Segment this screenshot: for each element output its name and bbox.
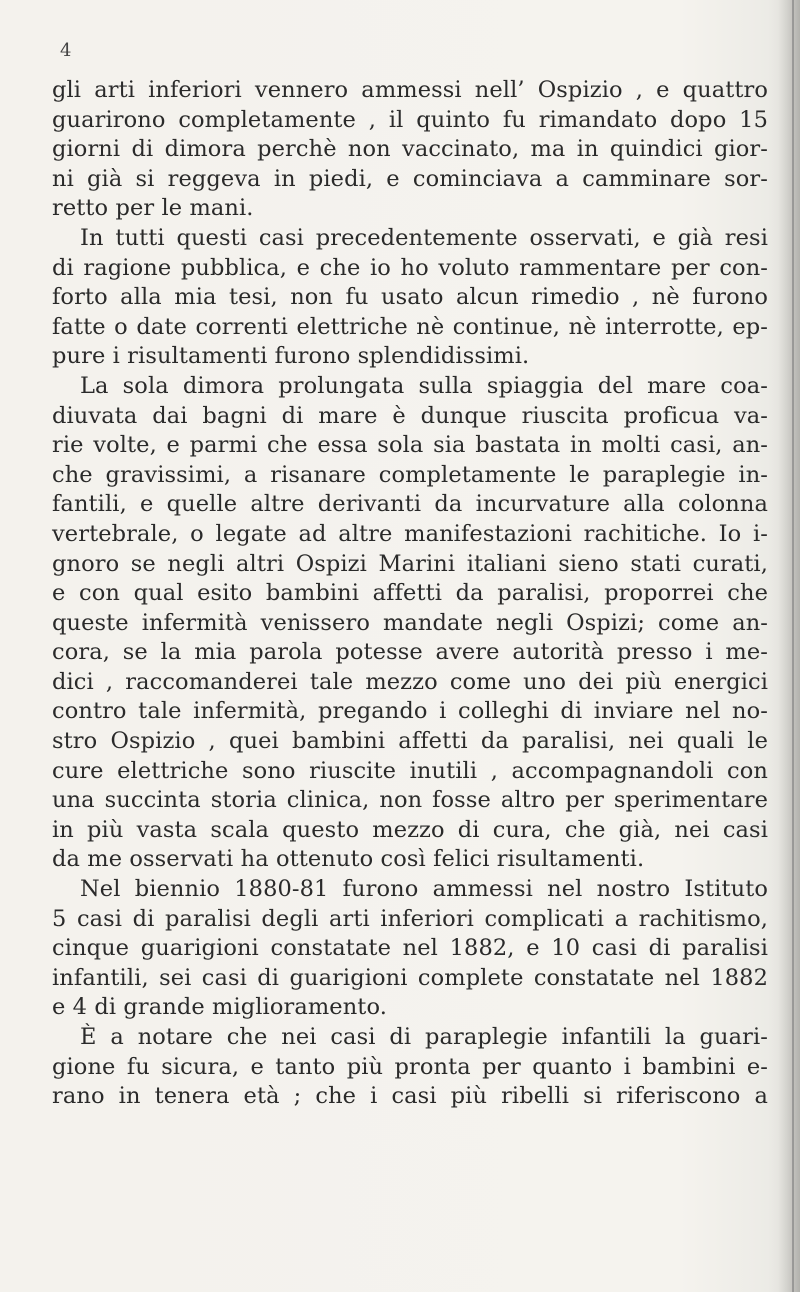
text-line: ni già si reggeva in piedi, e cominciava a camminare sor- <box>52 165 768 192</box>
text-line: da me osservati ha ottenuto così felici risultamenti. <box>52 846 645 873</box>
text-line: e 4 di grande miglioramento. <box>52 994 387 1021</box>
text-line: 5 casi di paralisi degli arti inferiori complicati a rachitismo, <box>52 905 768 932</box>
text-line: fatte o date correnti elettriche nè continue, nè interrotte, ep- <box>52 313 768 340</box>
text-line: vertebrale, o legate ad altre manifestazioni rachitiche. Io i- <box>52 520 768 547</box>
text-line: dici , raccomanderei tale mezzo come uno dei più energici <box>52 668 768 695</box>
text-line: rie volte, e parmi che essa sola sia bastata in molti casi, an- <box>52 432 768 459</box>
text-line: diuvata dai bagni di mare è dunque riuscita proficua va- <box>52 402 768 429</box>
text-line: retto per le mani. <box>52 195 254 222</box>
page-edge-line <box>792 0 794 1292</box>
body-text <box>52 76 768 1112</box>
text-line: queste infermità venissero mandate negli Ospizi; come an- <box>52 609 768 636</box>
text-line: gli arti inferiori vennero ammessi nell’ Ospizio , e quattro <box>52 77 768 103</box>
text-line: infantili, sei casi di guarigioni complete constatate nel 1882 <box>52 964 768 991</box>
text-line: rano in tenera età ; che i casi più ribelli si riferiscono a <box>52 1083 768 1110</box>
text-line: contro tale infermità, pregando i colleghi di inviare nel no- <box>52 698 768 725</box>
text-line: che gravissimi, a risanare completamente le paraplegie in- <box>52 461 768 488</box>
text-line: forto alla mia tesi, non fu usato alcun rimedio , nè furono <box>52 284 768 311</box>
text-line: È a notare che nei casi di paraplegie infantili la guari- <box>80 1024 768 1050</box>
text-line: di ragione pubblica, e che io ho voluto rammentare per con- <box>52 254 768 281</box>
text-line: Nel biennio 1880-81 furono ammessi nel nostro Istituto <box>80 876 768 903</box>
text-line: guarirono completamente , il quinto fu rimandato dopo 15 <box>52 106 768 133</box>
text-line: pure i risultamenti furono splendidissimi. <box>52 343 530 370</box>
text-line: cinque guarigioni constatate nel 1882, e 10 casi di paralisi <box>52 935 768 962</box>
text-line: in più vasta scala questo mezzo di cura, che già, nei casi <box>52 816 768 843</box>
text-line: e con qual esito bambini affetti da paralisi, proporrei che <box>52 580 768 607</box>
text-line: fantili, e quelle altre derivanti da incurvature alla colonna <box>52 491 768 518</box>
text-line: La sola dimora prolungata sulla spiaggia del mare coa- <box>80 372 768 399</box>
text-line: gione fu sicura, e tanto più pronta per quanto i bambini e- <box>52 1053 768 1080</box>
text-line: cora, se la mia parola potesse avere autorità presso i me- <box>52 639 768 666</box>
page-number: 4 <box>60 40 72 61</box>
text-line: gnoro se negli altri Ospizi Marini italiani sieno stati curati, <box>52 550 768 577</box>
text-line: giorni di dimora perchè non vaccinato, ma in quindici gior- <box>52 136 768 163</box>
text-line: cure elettriche sono riuscite inutili , accompagnandoli con <box>52 757 768 784</box>
text-line: stro Ospizio , quei bambini affetti da paralisi, nei quali le <box>52 728 768 755</box>
text-line: una succinta storia clinica, non fosse altro per sperimentare <box>52 787 768 814</box>
text-line: In tutti questi casi precedentemente osservati, e già resi <box>80 224 768 251</box>
page-edge-shadow <box>778 0 800 1292</box>
